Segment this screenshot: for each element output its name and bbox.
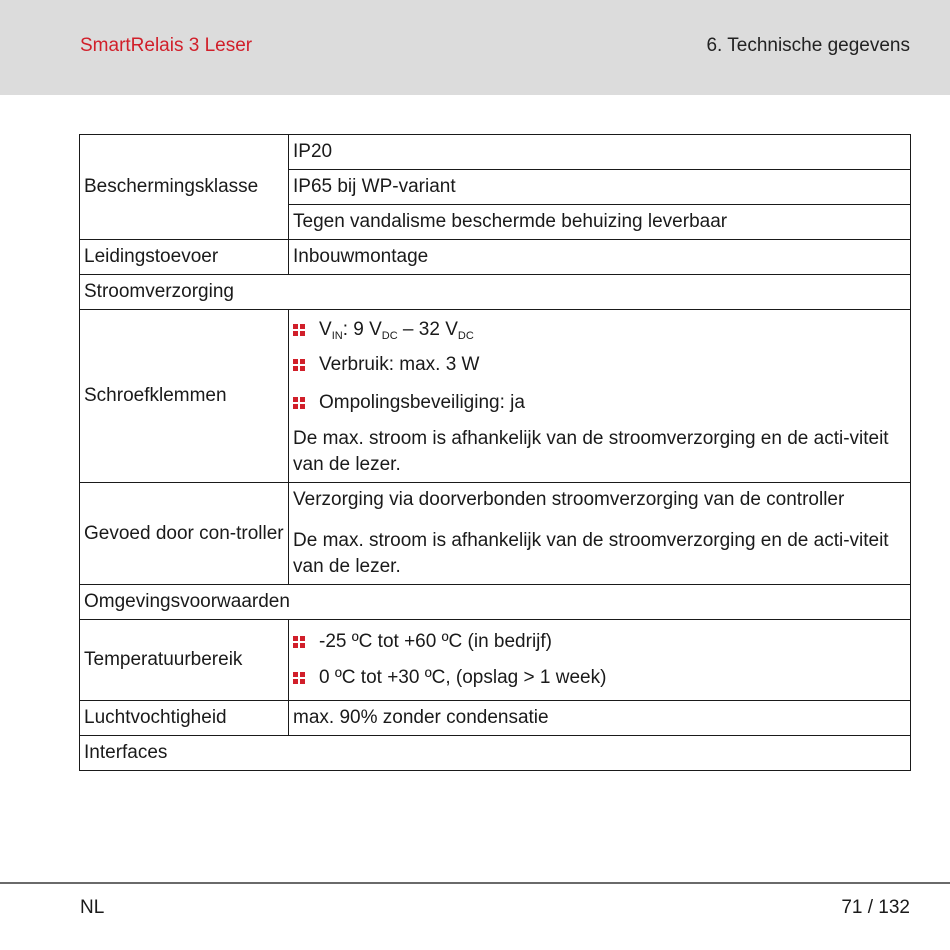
- controller-line: Verzorging via doorverbonden stroomverzorging van de controller: [293, 489, 845, 510]
- table-row: [80, 585, 911, 620]
- table-row: [80, 310, 911, 483]
- polarity-text: Ompolingsbeveiliging: ja: [319, 392, 525, 413]
- section-interfaces: Interfaces: [80, 736, 911, 771]
- cabling-label: Leidingstoevoer: [80, 240, 289, 275]
- controller-note: De max. stroom is afhankelijk van de stroomverzorging en de acti-viteit van de lezer.: [293, 530, 889, 577]
- table-row: [80, 135, 911, 170]
- list-item: [293, 384, 906, 422]
- voltage-text: $V_{IN}$: 9 $V_{DC} - 32$ $V_{DC}$: [319, 319, 474, 342]
- table-row: [80, 275, 911, 310]
- section-power: Stroomverzorging: [80, 275, 911, 310]
- screw-label: Schroefklemmen: [80, 310, 289, 483]
- temperature-item: 0 ºC tot +30 ºC, (opslag > 1 week): [319, 667, 607, 688]
- bullet-icon: [293, 636, 319, 648]
- footer-language: NL: [80, 897, 105, 918]
- table-row: [80, 483, 911, 585]
- section-environment: Omgevingsvoorwaarden: [80, 585, 911, 620]
- cabling-value: Inbouwmontage: [289, 240, 911, 275]
- bullet-icon: [293, 397, 319, 409]
- list-item: [293, 314, 906, 346]
- screw-details: [289, 310, 911, 483]
- protection-value: Tegen vandalisme beschermde behuizing leverbaar: [289, 205, 911, 240]
- list-item: [293, 624, 906, 660]
- footer-divider: [0, 882, 950, 884]
- bullet-icon: [293, 359, 319, 371]
- bullet-icon: [293, 324, 319, 336]
- table-row: [80, 620, 911, 701]
- page-number: 71 / 132: [841, 897, 910, 918]
- table-row: [80, 736, 911, 771]
- brand-title: SmartRelais 3 Leser: [80, 35, 253, 56]
- page-header: [0, 0, 950, 95]
- consumption-text: Verbruik: max. 3 W: [319, 354, 480, 375]
- protection-value: IP20: [289, 135, 911, 170]
- specs-table: [79, 134, 911, 771]
- temperature-details: [289, 620, 911, 701]
- temperature-label: Temperatuurbereik: [80, 620, 289, 701]
- list-item: [293, 346, 906, 384]
- protection-label: Beschermingsklasse: [80, 135, 289, 240]
- controller-details: [289, 483, 911, 585]
- chapter-title: 6. Technische gegevens: [706, 35, 910, 56]
- list-item: [293, 660, 906, 696]
- humidity-value: max. 90% zonder condensatie: [289, 701, 911, 736]
- bullet-icon: [293, 672, 319, 684]
- screw-note: De max. stroom is afhankelijk van de stroomverzorging en de acti-viteit van de lezer.: [293, 428, 889, 475]
- table-row: [80, 240, 911, 275]
- temperature-item: -25 ºC tot +60 ºC (in bedrijf): [319, 631, 553, 652]
- protection-value: IP65 bij WP-variant: [289, 170, 911, 205]
- table-row: [80, 701, 911, 736]
- humidity-label: Luchtvochtigheid: [80, 701, 289, 736]
- controller-label: Gevoed door con-troller: [80, 483, 289, 585]
